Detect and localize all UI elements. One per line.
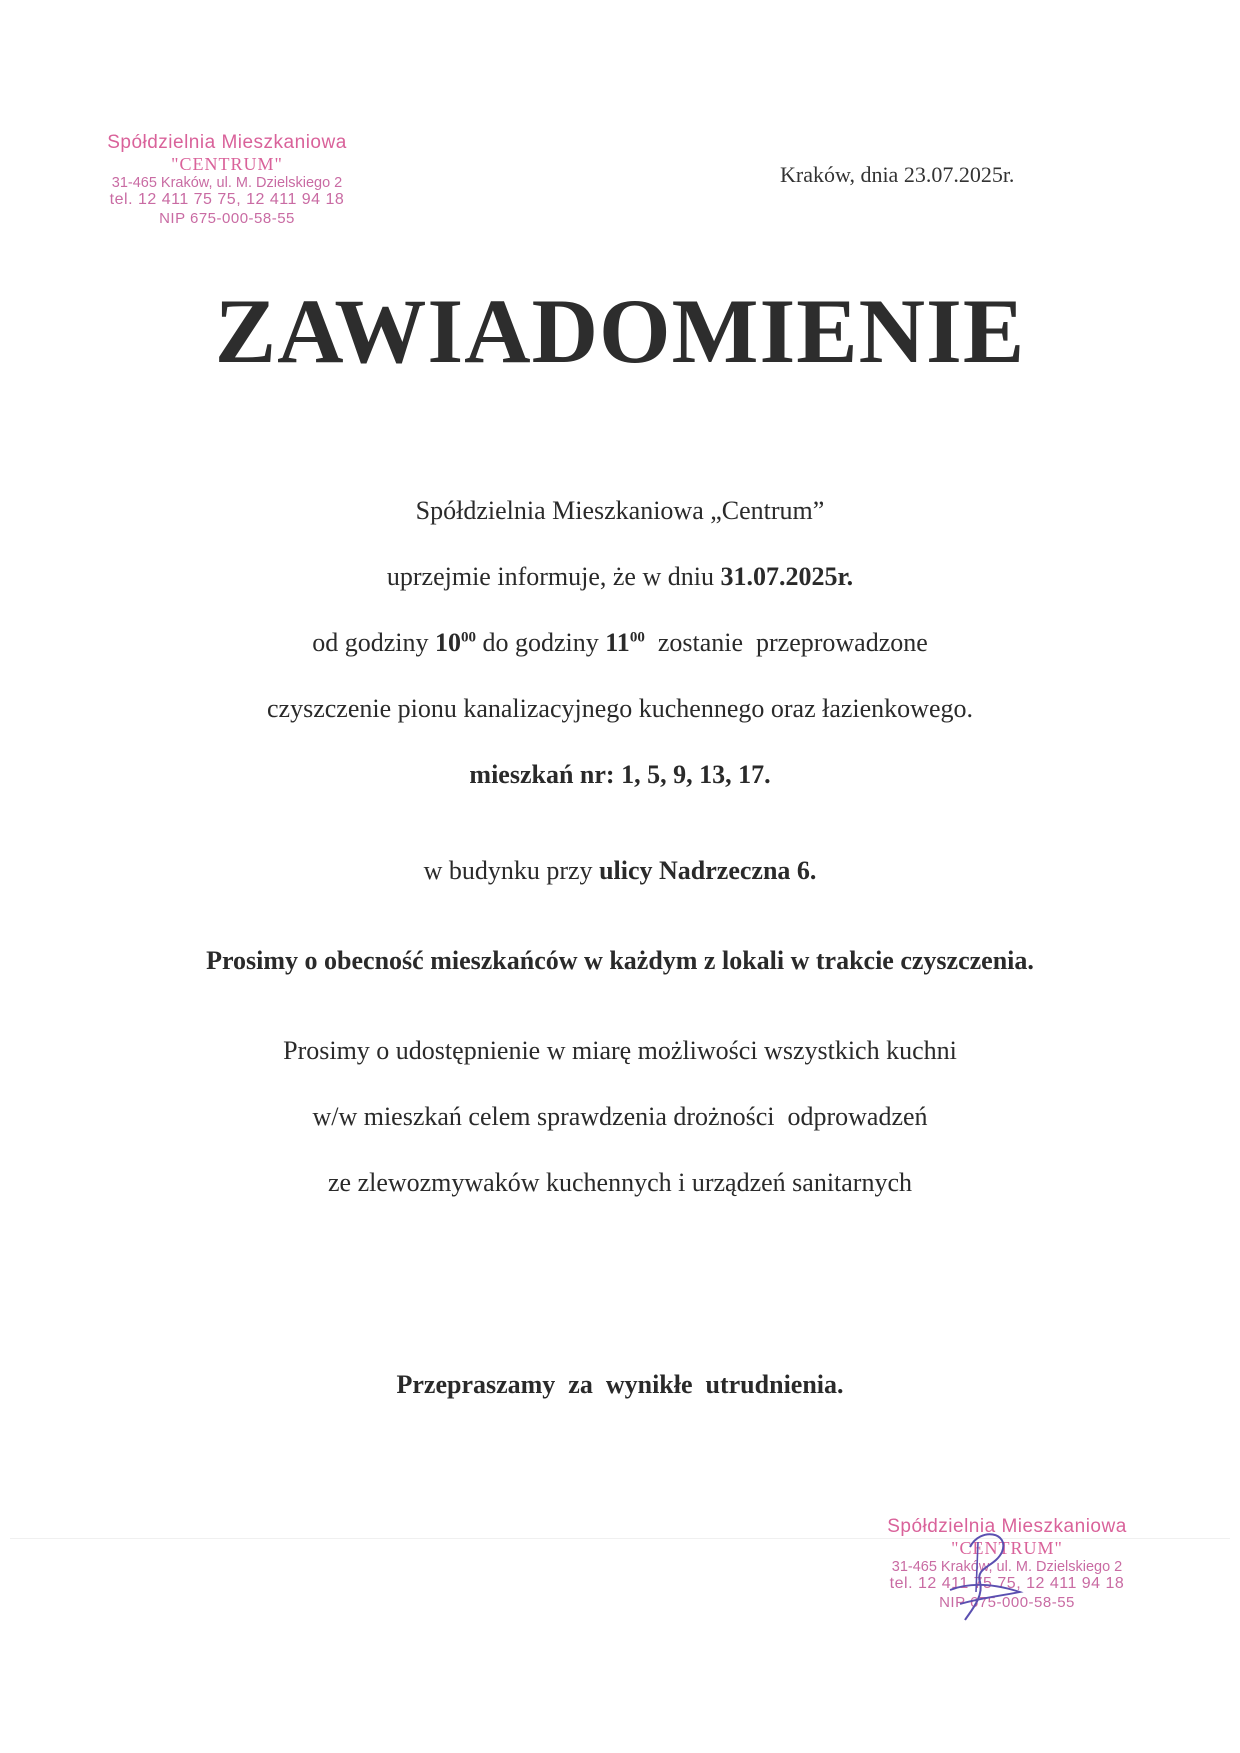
- body-line-2: [0, 562, 1240, 592]
- end-hour: 11: [605, 628, 630, 657]
- apartment-numbers: mieszkań nr: 1, 5, 9, 13, 17.: [469, 760, 771, 789]
- presence-request: Prosimy o obecność mieszkańców w każdym z lokali w trakcie czyszczenia.: [206, 946, 1034, 975]
- body-line-4: czyszczenie pionu kanalizacyjnego kuchennego oraz łazienkowego.: [267, 694, 973, 723]
- document-date: Kraków, dnia 23.07.2025r.: [780, 162, 1015, 187]
- body-line-3-text-a: od godziny: [312, 628, 435, 657]
- stamp-address: 31-465 Kraków, ul. M. Dzielskiego 2: [891, 1558, 1123, 1575]
- body-line-10: ze zlewozmywaków kuchennych i urządzeń sanitarnych: [327, 1168, 913, 1197]
- stamp-phone: tel. 12 411 75 75, 12 411 94 18: [109, 191, 345, 209]
- stamp-company-name: Spółdzielnia Mieszkaniowa: [107, 132, 347, 153]
- body-line-2-text: uprzejmie informuje, że w dniu: [386, 562, 721, 591]
- body-line-9: w/w mieszkań celem sprawdzenia drożności odprowadzeń: [312, 1102, 928, 1131]
- stamp-centrum: "CENTRUM": [171, 153, 283, 174]
- document-title: ZAWIADOMIENIE: [214, 280, 1026, 382]
- body-line-3-text-c: zostanie przeprowadzone: [644, 628, 928, 657]
- body-line-6-text: w budynku przy: [423, 856, 600, 885]
- start-minutes: 00: [460, 629, 476, 646]
- stamp-phone: tel. 12 411 75 75, 12 411 94 18: [889, 1575, 1125, 1593]
- body-line-6: [0, 856, 1240, 886]
- stamp-nip: NIP 675-000-58-55: [939, 1593, 1075, 1611]
- stamp-nip: NIP 675-000-58-55: [159, 209, 295, 227]
- stamp-company-name: Spółdzielnia Mieszkaniowa: [887, 1516, 1127, 1537]
- body-line-8: Prosimy o udostępnienie w miarę możliwości wszystkich kuchni: [283, 1036, 957, 1065]
- end-minutes: 00: [629, 629, 645, 646]
- stamp-address: 31-465 Kraków, ul. M. Dzielskiego 2: [111, 174, 343, 191]
- building-address: ulicy Nadrzeczna 6.: [599, 856, 817, 885]
- handwritten-signature: [940, 1512, 1030, 1622]
- body-line-3-text-b: do godziny: [475, 628, 606, 657]
- body-line-3: [0, 628, 1240, 658]
- stamp-centrum: "CENTRUM": [951, 1537, 1063, 1558]
- company-stamp-top: [82, 132, 372, 227]
- closing-apology: Przepraszamy za wynikłe utrudnienia.: [396, 1370, 844, 1399]
- notice-date: 31.07.2025r.: [720, 562, 854, 591]
- body-line-1: Spółdzielnia Mieszkaniowa „Centrum”: [415, 496, 825, 525]
- start-hour: 10: [434, 628, 461, 657]
